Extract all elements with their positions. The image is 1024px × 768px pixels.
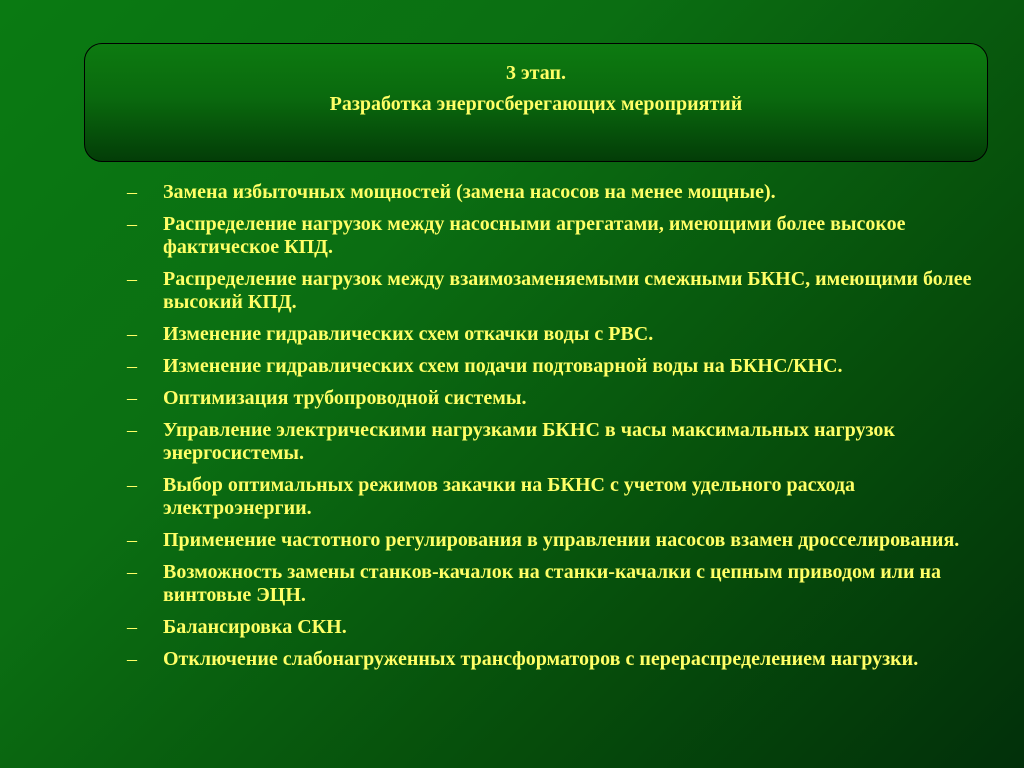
list-item-text: Управление электрическими нагрузками БКНС в часы максимальных нагрузок энергосистемы. <box>163 419 895 464</box>
list-item-text: Оптимизация трубопроводной системы. <box>163 387 527 409</box>
bullet-dash: – <box>127 419 137 441</box>
slide-stage-title: 3 этап. <box>506 62 566 84</box>
list-item-text: Распределение нагрузок между насосными агрегатами, имеющими более высокое фактическое КПД. <box>163 213 906 258</box>
list-item <box>127 474 987 520</box>
list-item-text: Возможность замены станков-качалок на станки-качалки с цепным приводом или на винтовые ЭЦН. <box>163 561 942 606</box>
list-item <box>127 616 987 639</box>
bullet-dash: – <box>127 648 137 670</box>
bullet-dash: – <box>127 355 137 377</box>
list-item-text: Замена избыточных мощностей (замена насосов на менее мощные). <box>163 181 776 203</box>
bullet-dash: – <box>127 387 137 409</box>
list-item-text: Распределение нагрузок между взаимозаменяемыми смежными БКНС, имеющими более высокий КПД. <box>163 268 972 313</box>
list-item-text: Изменение гидравлических схем подачи подтоварной воды на БКНС/КНС. <box>163 355 843 377</box>
list-item <box>127 181 987 204</box>
bullet-dash: – <box>127 474 137 496</box>
list-item <box>127 648 987 671</box>
bullet-dash: – <box>127 616 137 638</box>
list-item-text: Отключение слабонагруженных трансформаторов с перераспределением нагрузки. <box>163 648 919 670</box>
list-item <box>127 268 987 314</box>
list-item <box>127 323 987 346</box>
list-item-text: Применение частотного регулирования в управлении насосов взамен дросселирования. <box>163 529 960 551</box>
bullet-dash: – <box>127 323 137 345</box>
list-item <box>127 355 987 378</box>
measures-list <box>127 181 987 680</box>
list-item <box>127 419 987 465</box>
bullet-dash: – <box>127 213 137 235</box>
bullet-dash: – <box>127 561 137 583</box>
slide-title: Разработка энергосберегающих мероприятий <box>329 93 743 115</box>
bullet-dash: – <box>127 529 137 551</box>
list-item <box>127 529 987 552</box>
bullet-dash: – <box>127 268 137 290</box>
list-item-text: Выбор оптимальных режимов закачки на БКНС с учетом удельного расхода электроэнергии. <box>163 474 855 519</box>
title-box <box>84 43 988 162</box>
list-item-text: Балансировка СКН. <box>163 616 347 638</box>
list-item <box>127 561 987 607</box>
list-item <box>127 213 987 259</box>
bullet-dash: – <box>127 181 137 203</box>
list-item <box>127 387 987 410</box>
list-item-text: Изменение гидравлических схем откачки воды с РВС. <box>163 323 654 345</box>
